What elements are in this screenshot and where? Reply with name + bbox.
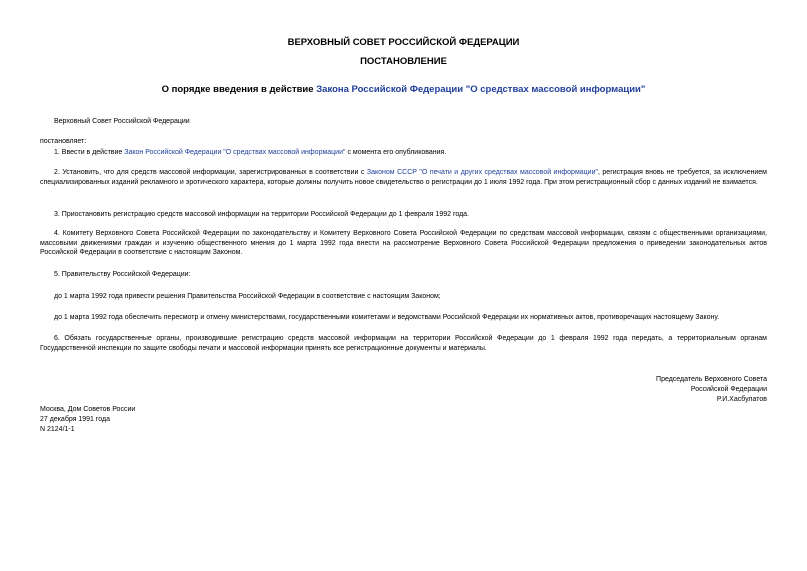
paragraph-1 <box>54 148 446 157</box>
paragraph-5-item-1: до 1 марта 1992 года привести решения Правительства Российской Федерации в соответствие с настоящим Законом; <box>54 293 441 300</box>
paragraph-2-pre: 2. Установить, что для средств массовой информации, зарегистрированных в соответствии с <box>54 169 367 176</box>
paragraph-6: 6. Обязать государственные органы, производившие регистрацию средств массовой информации на территории Российской Федерации до 1 февраля 1992 года передать, а территориальным органам Государственной инспекции по защите свободы печати и массовой информации принять все регистрационные документы и материалы. <box>40 335 767 352</box>
document-title <box>40 84 767 96</box>
paragraph-5-item-2: до 1 марта 1992 года обеспечить пересмотр и отмену министерствами, государственными комитетами и ведомствами Российской Федерации их нормативных актов, противоречащих настоящему Закону. <box>54 314 720 321</box>
signature-position: Председатель Верховного Совета <box>656 376 767 383</box>
paragraph-2 <box>40 168 767 187</box>
title-law-link[interactable]: Закона Российской Федерации "О средствах массовой информации" <box>316 84 646 95</box>
place-of-signing: Москва, Дом Советов России <box>40 406 136 413</box>
paragraph-5-lead: 5. Правительству Российской Федерации: <box>54 271 191 278</box>
media-law-link[interactable]: Закон Российской Федерации "О средствах массовой информации" <box>124 149 346 156</box>
signing-date: 27 декабря 1991 года <box>40 416 111 423</box>
authority-heading: ВЕРХОВНЫЙ СОВЕТ РОССИЙСКОЙ ФЕДЕРАЦИИ <box>287 37 520 48</box>
issuer-text: Верховный Совет Российской Федерации <box>54 118 190 125</box>
signature-name: Р.И.Хасбулатов <box>716 396 767 403</box>
signature-body: Российской Федерации <box>690 386 767 393</box>
paragraph-1-pre: 1. Ввести в действие <box>54 149 125 156</box>
ussr-press-law-link[interactable]: Законом СССР "О печати и других средствах массовой информации" <box>366 169 598 176</box>
document-number: N 2124/1-1 <box>40 426 75 433</box>
paragraph-1-post: с момента его опубликования. <box>345 149 447 156</box>
paragraph-2-post: , регистрация вновь не требуется, за исключением специализированных изданий рекламного и эротического характера, которые должны получить новое свидетельство о регистрации до 1 июля 1992 года. При этом регистрационный сбор с данных изданий не взимается. <box>40 169 767 186</box>
title-prefix: О порядке введения в действие <box>161 84 317 95</box>
document-type-heading: ПОСТАНОВЛЕНИЕ <box>360 56 447 67</box>
resolves-text: постановляет: <box>40 138 87 145</box>
paragraph-3: 3. Приостановить регистрацию средств массовой информации на территории Российской Федерации до 1 февраля 1992 года. <box>54 211 470 218</box>
paragraph-4: 4. Комитету Верховного Совета Российской Федерации по законодательству и Комитету Верховного Совета Российской Федерации по средствам массовой информации, связям с общественными организациями, массовыми движениями граждан и изучению общественного мнения до 1 марта 1992 года внести на рассмотрение Верховного Совета Российской Федерации предложения о приведении законодательных актов Российской Федерации в соответствие с настоящим Законом. <box>40 230 767 257</box>
